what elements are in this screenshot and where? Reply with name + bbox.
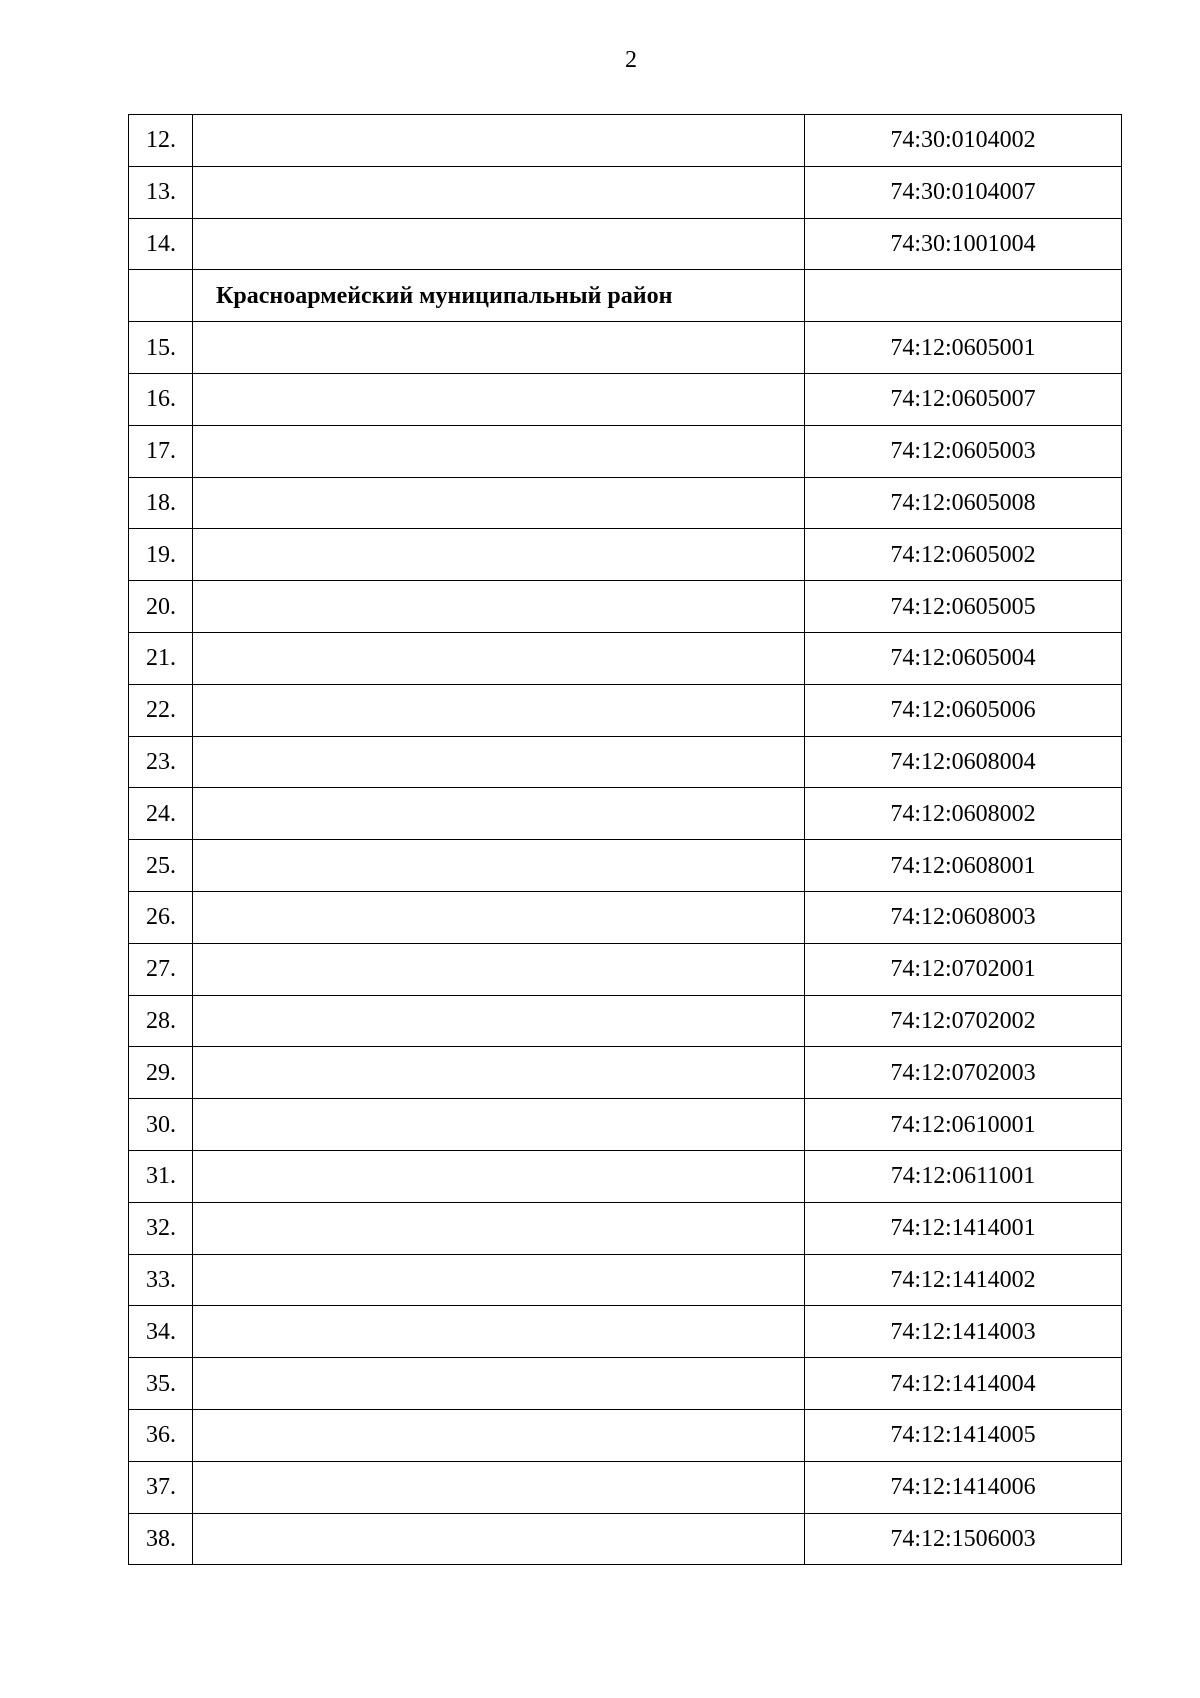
row-number-cell: 23. — [129, 736, 193, 788]
cadastral-number-cell: 74:30:0104007 — [805, 166, 1122, 218]
name-cell — [193, 1513, 805, 1565]
name-cell — [193, 1254, 805, 1306]
cadastral-number-cell: 74:12:1414006 — [805, 1461, 1122, 1513]
name-cell — [193, 529, 805, 581]
row-number-cell: 20. — [129, 581, 193, 633]
table-row — [129, 529, 1122, 581]
table-row — [129, 581, 1122, 633]
row-number-cell: 24. — [129, 788, 193, 840]
name-cell — [193, 1306, 805, 1358]
name-cell — [193, 373, 805, 425]
row-number-cell: 30. — [129, 1099, 193, 1151]
cadastral-number-cell: 74:30:1001004 — [805, 218, 1122, 270]
cadastral-number-cell: 74:12:0605003 — [805, 425, 1122, 477]
table-row — [129, 632, 1122, 684]
name-cell — [193, 322, 805, 374]
table-row — [129, 1461, 1122, 1513]
page-number: 2 — [625, 47, 637, 73]
table-row — [129, 736, 1122, 788]
row-number-cell: 18. — [129, 477, 193, 529]
cadastral-number-cell: 74:12:0605005 — [805, 581, 1122, 633]
row-number-cell: 17. — [129, 425, 193, 477]
row-number-cell: 25. — [129, 840, 193, 892]
name-cell — [193, 1099, 805, 1151]
name-cell — [193, 581, 805, 633]
row-number-cell: 27. — [129, 943, 193, 995]
table-row — [129, 1099, 1122, 1151]
name-cell — [193, 166, 805, 218]
cadastral-number-cell: 74:12:0702002 — [805, 995, 1122, 1047]
name-cell — [193, 632, 805, 684]
row-number-cell: 16. — [129, 373, 193, 425]
cadastral-number-cell: 74:12:1414003 — [805, 1306, 1122, 1358]
name-cell — [193, 115, 805, 167]
row-number-cell: 36. — [129, 1409, 193, 1461]
row-number-cell: 37. — [129, 1461, 193, 1513]
cadastral-number-cell: 74:12:1414001 — [805, 1202, 1122, 1254]
cadastral-number-cell: 74:12:0702003 — [805, 1047, 1122, 1099]
row-number-cell: 12. — [129, 115, 193, 167]
table-row — [129, 1358, 1122, 1410]
table-row — [129, 425, 1122, 477]
table-row — [129, 1047, 1122, 1099]
cadastral-number-cell: 74:12:0610001 — [805, 1099, 1122, 1151]
name-cell — [193, 1358, 805, 1410]
table-row — [129, 477, 1122, 529]
row-number-cell: 31. — [129, 1150, 193, 1202]
table-row — [129, 1306, 1122, 1358]
row-number-cell: 21. — [129, 632, 193, 684]
name-cell — [193, 788, 805, 840]
cadastral-number-cell: 74:12:1506003 — [805, 1513, 1122, 1565]
name-cell — [193, 477, 805, 529]
name-cell — [193, 1047, 805, 1099]
row-number-cell: 15. — [129, 322, 193, 374]
cadastral-number-cell: 74:12:0611001 — [805, 1150, 1122, 1202]
table-row — [129, 840, 1122, 892]
row-number-cell: 32. — [129, 1202, 193, 1254]
cadastral-number-cell — [805, 270, 1122, 322]
row-number-cell: 26. — [129, 891, 193, 943]
row-number-cell: 35. — [129, 1358, 193, 1410]
row-number-cell: 13. — [129, 166, 193, 218]
cadastral-number-cell: 74:12:0605007 — [805, 373, 1122, 425]
table-row — [129, 166, 1122, 218]
cadastral-number-cell: 74:12:0605002 — [805, 529, 1122, 581]
name-cell — [193, 736, 805, 788]
row-number-cell: 14. — [129, 218, 193, 270]
table-row — [129, 684, 1122, 736]
cadastral-number-cell: 74:12:0605004 — [805, 632, 1122, 684]
cadastral-number-cell: 74:12:0608002 — [805, 788, 1122, 840]
name-cell — [193, 891, 805, 943]
name-cell — [193, 684, 805, 736]
row-number-cell — [129, 270, 193, 322]
section-header-row — [129, 270, 1122, 322]
name-cell — [193, 425, 805, 477]
cadastral-number-cell: 74:12:0608001 — [805, 840, 1122, 892]
cadastral-number-cell: 74:12:1414002 — [805, 1254, 1122, 1306]
cadastral-number-cell: 74:12:0608004 — [805, 736, 1122, 788]
cadastral-number-cell: 74:12:0605006 — [805, 684, 1122, 736]
name-cell — [193, 1461, 805, 1513]
row-number-cell: 33. — [129, 1254, 193, 1306]
row-number-cell: 38. — [129, 1513, 193, 1565]
name-cell — [193, 218, 805, 270]
section-title-cell: Красноармейский муниципальный район — [193, 270, 805, 322]
name-cell — [193, 1202, 805, 1254]
name-cell — [193, 995, 805, 1047]
row-number-cell: 19. — [129, 529, 193, 581]
row-number-cell: 22. — [129, 684, 193, 736]
table-row — [129, 322, 1122, 374]
cadastral-quarters-table — [128, 114, 1122, 1565]
table-row — [129, 1409, 1122, 1461]
name-cell — [193, 943, 805, 995]
table-row — [129, 995, 1122, 1047]
cadastral-number-cell: 74:12:1414004 — [805, 1358, 1122, 1410]
cadastral-number-cell: 74:12:0702001 — [805, 943, 1122, 995]
table-row — [129, 1254, 1122, 1306]
cadastral-number-cell: 74:12:1414005 — [805, 1409, 1122, 1461]
cadastral-number-cell: 74:30:0104002 — [805, 115, 1122, 167]
cadastral-number-cell: 74:12:0605001 — [805, 322, 1122, 374]
table-row — [129, 373, 1122, 425]
name-cell — [193, 1409, 805, 1461]
row-number-cell: 28. — [129, 995, 193, 1047]
table-row — [129, 943, 1122, 995]
table-row — [129, 218, 1122, 270]
row-number-cell: 34. — [129, 1306, 193, 1358]
cadastral-number-cell: 74:12:0608003 — [805, 891, 1122, 943]
table-body — [129, 115, 1122, 1565]
table-row — [129, 788, 1122, 840]
row-number-cell: 29. — [129, 1047, 193, 1099]
table-row — [129, 115, 1122, 167]
name-cell — [193, 1150, 805, 1202]
table-row — [129, 1513, 1122, 1565]
table-row — [129, 1202, 1122, 1254]
table-row — [129, 891, 1122, 943]
table-row — [129, 1150, 1122, 1202]
name-cell — [193, 840, 805, 892]
cadastral-number-cell: 74:12:0605008 — [805, 477, 1122, 529]
